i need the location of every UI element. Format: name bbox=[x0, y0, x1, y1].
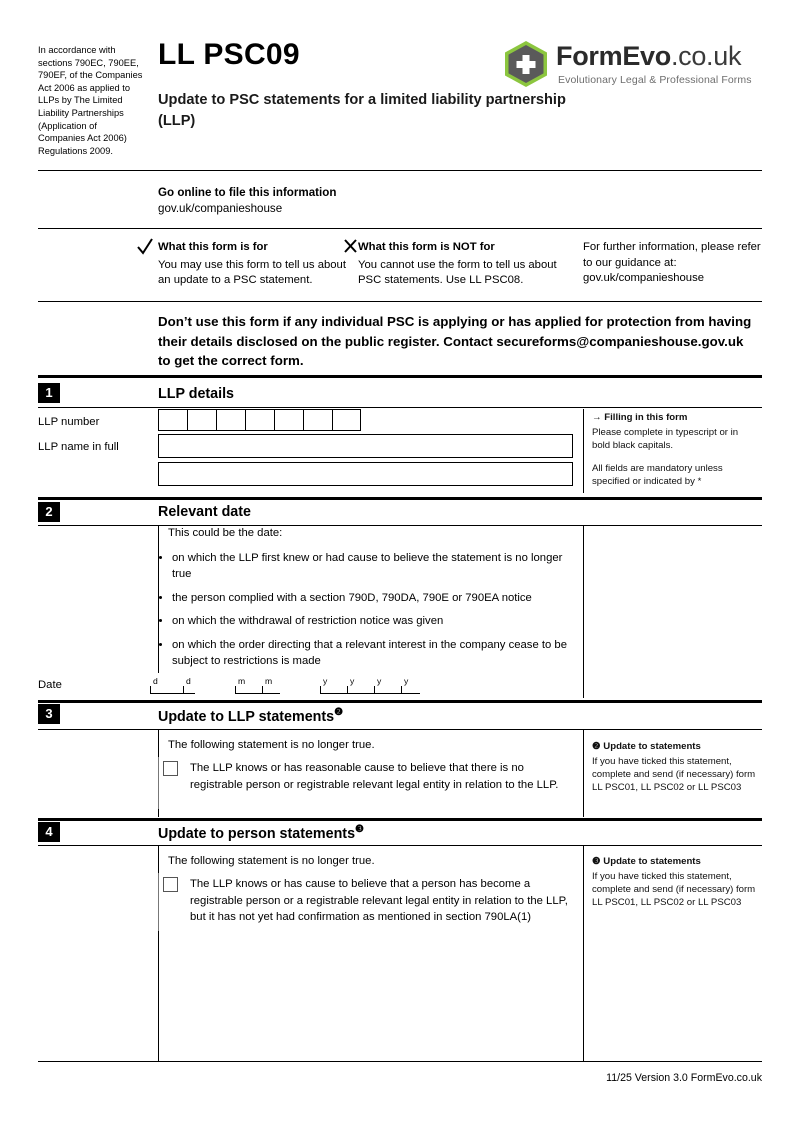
llp-name-input-line2[interactable] bbox=[158, 462, 573, 486]
section4-statement-checkbox[interactable] bbox=[163, 877, 178, 892]
what-form-is-for bbox=[158, 240, 358, 289]
legal-reference-note: In accordance with sections 790EC, 790EE, 790EF, of the Companies Act 2006 as applied to LLPs by The Limited Liability Partnerships (Application of Companies Act 2006) Regulations 2009. bbox=[38, 45, 143, 156]
date-year-line[interactable] bbox=[320, 692, 420, 694]
formevo-logo bbox=[502, 38, 762, 100]
llp-name-input-line1[interactable] bbox=[158, 434, 573, 458]
section4-guidance-body: If you have ticked this statement, complete and send (if necessary) form LL PSC01, LL PSC02 or LL PSC03 bbox=[592, 871, 756, 908]
what-form-is-for-body: You may use this form to tell us about an update to a PSC statement. bbox=[158, 258, 346, 286]
form-code: LL PSC09 bbox=[158, 38, 300, 71]
llp-number-cell[interactable] bbox=[216, 409, 245, 431]
relevant-date-bullets bbox=[158, 550, 583, 670]
divider-warning bbox=[38, 375, 762, 378]
section-number-4: 4 bbox=[38, 822, 60, 842]
go-online-block bbox=[158, 185, 336, 217]
section4-statement-accent bbox=[158, 873, 159, 931]
date-tick bbox=[347, 686, 348, 693]
date-y1-label: y bbox=[323, 676, 328, 686]
list-item: • on which the LLP first knew or had cause to believe the statement is no longer true bbox=[172, 550, 583, 583]
date-m2-label: m bbox=[265, 676, 273, 686]
date-m1-label: m bbox=[238, 676, 246, 686]
section4-intro: The following statement is no longer true. bbox=[168, 855, 375, 867]
logo-word-couk: .co.uk bbox=[670, 41, 742, 71]
logo-wordmark bbox=[556, 40, 741, 72]
logo-word-form: Form bbox=[556, 41, 623, 71]
divider-header bbox=[38, 170, 762, 171]
what-form-is-not-for bbox=[358, 240, 573, 289]
filling-in-guidance-title: → Filling in this form bbox=[592, 412, 688, 423]
llp-number-cell[interactable] bbox=[187, 409, 216, 431]
divider-section3-end bbox=[38, 818, 762, 821]
section-title-3: Update to LLP statements$^❷$ bbox=[158, 707, 344, 725]
cross-icon bbox=[344, 239, 357, 257]
relevant-date-explanation bbox=[158, 525, 583, 677]
protection-warning: Don’t use this form if any individual PSC is applying or has applied for protection from having their details disclosed on the public register. Contact secureforms@companieshouse.gov.uk to get the correct form. bbox=[158, 314, 752, 368]
date-tick bbox=[262, 686, 263, 693]
section4-title-marker: ❸ bbox=[355, 824, 364, 835]
section-number-3: 3 bbox=[38, 704, 60, 724]
what-form-is-not-for-body: You cannot use the form to tell us about PSC statements. Use LL PSC08. bbox=[358, 258, 557, 286]
guide-divider-1 bbox=[583, 409, 584, 493]
section3-statement-accent bbox=[158, 757, 159, 809]
relevant-date-intro: This could be the date: bbox=[168, 527, 283, 539]
section3-guidance bbox=[592, 740, 757, 794]
section3-statement-checkbox[interactable] bbox=[163, 761, 178, 776]
date-tick bbox=[183, 686, 184, 693]
section3-statement-label: The LLP knows or has reasonable cause to believe that there is no registrable person or registrable relevant legal entity in relation to the LLP. bbox=[190, 762, 559, 791]
divider-footer bbox=[38, 1061, 762, 1062]
filling-in-guidance bbox=[592, 411, 757, 488]
list-item: • on which the order directing that a relevant interest in the company cease to be subject to restrictions is made bbox=[172, 637, 583, 670]
llp-number-cell[interactable] bbox=[303, 409, 332, 431]
go-online-heading: Go online to file this information bbox=[158, 186, 337, 199]
date-d2-label: d bbox=[186, 676, 191, 686]
section3-intro: The following statement is no longer true. bbox=[168, 739, 375, 751]
date-tick bbox=[150, 686, 151, 693]
divider-section1-end bbox=[38, 497, 762, 500]
section-title-1: LLP details bbox=[158, 386, 235, 402]
date-day-line[interactable] bbox=[150, 692, 195, 694]
further-information: For further information, please refer to our guidance at: gov.uk/companieshouse bbox=[583, 241, 761, 284]
date-d1-label: d bbox=[153, 676, 158, 686]
section2-right-rule bbox=[583, 525, 584, 698]
section-number-2: 2 bbox=[38, 502, 60, 522]
llp-number-label: LLP number bbox=[38, 416, 100, 428]
section3-title-marker: ❷ bbox=[334, 707, 344, 718]
section-title-2: Relevant date bbox=[158, 504, 251, 520]
section4-right-rule bbox=[583, 845, 584, 1061]
llp-name-label: LLP name in full bbox=[38, 441, 119, 453]
date-tick bbox=[320, 686, 321, 693]
section4-guidance-title: ❸ Update to statements bbox=[592, 856, 701, 867]
form-header bbox=[38, 38, 762, 156]
section-number-1: 1 bbox=[38, 383, 60, 403]
filling-in-guidance-body-2: All fields are mandatory unless specified or indicated by * bbox=[592, 463, 723, 487]
section-title-4: Update to person statements$^❸$ bbox=[158, 824, 364, 842]
llp-number-cell[interactable] bbox=[332, 409, 361, 431]
what-form-is-not-for-title: What this form is NOT for bbox=[358, 241, 495, 253]
footer-version: 11/25 Version 3.0 FormEvo.co.uk bbox=[606, 1072, 762, 1084]
what-form-is-for-title: What this form is for bbox=[158, 241, 268, 253]
go-online-url[interactable]: gov.uk/companieshouse bbox=[158, 202, 283, 215]
list-item: • the person complied with a section 790D, 790DA, 790E or 790EA notice bbox=[172, 590, 583, 607]
list-item: • on which the withdrawal of restriction notice was given bbox=[172, 613, 583, 630]
section3-guidance-title: ❷ Update to statements bbox=[592, 741, 701, 752]
llp-number-cell[interactable] bbox=[245, 409, 274, 431]
date-label: Date bbox=[38, 679, 62, 691]
date-tick bbox=[374, 686, 375, 693]
check-icon bbox=[137, 238, 153, 259]
section3-right-rule bbox=[583, 729, 584, 817]
date-month-line[interactable] bbox=[235, 692, 280, 694]
section4-statement-label: The LLP knows or has cause to believe that a person has become a registrable person or a registrable relevant legal entity in relation to the LLP, but it has not yet had confirmation as mentioned in section 790LA(1) bbox=[190, 878, 568, 923]
divider-section4 bbox=[38, 845, 762, 846]
divider-whatfor bbox=[38, 301, 762, 302]
llp-number-cell[interactable] bbox=[274, 409, 303, 431]
logo-word-evo: Evo bbox=[622, 41, 671, 71]
logo-tagline: Evolutionary Legal & Professional Forms bbox=[558, 74, 752, 86]
divider-section3 bbox=[38, 729, 762, 730]
date-tick bbox=[235, 686, 236, 693]
hexagon-logo-icon bbox=[502, 40, 550, 88]
date-tick bbox=[401, 686, 402, 693]
divider-section2-end bbox=[38, 700, 762, 703]
section4-guidance bbox=[592, 855, 757, 909]
llp-number-input[interactable] bbox=[158, 409, 361, 431]
filling-in-guidance-body-1: Please complete in typescript or in bold black capitals. bbox=[592, 427, 739, 451]
date-y4-label: y bbox=[404, 676, 409, 686]
date-y3-label: y bbox=[377, 676, 382, 686]
form-title: Update to PSC statements for a limited liability partnership (LLP) bbox=[158, 92, 566, 129]
llp-number-cell[interactable] bbox=[158, 409, 187, 431]
date-y2-label: y bbox=[350, 676, 355, 686]
divider-section1 bbox=[38, 407, 762, 408]
divider-online bbox=[38, 228, 762, 229]
section3-guidance-body: If you have ticked this statement, complete and send (if necessary) form LL PSC01, LL PSC02 or LL PSC03 bbox=[592, 756, 756, 793]
